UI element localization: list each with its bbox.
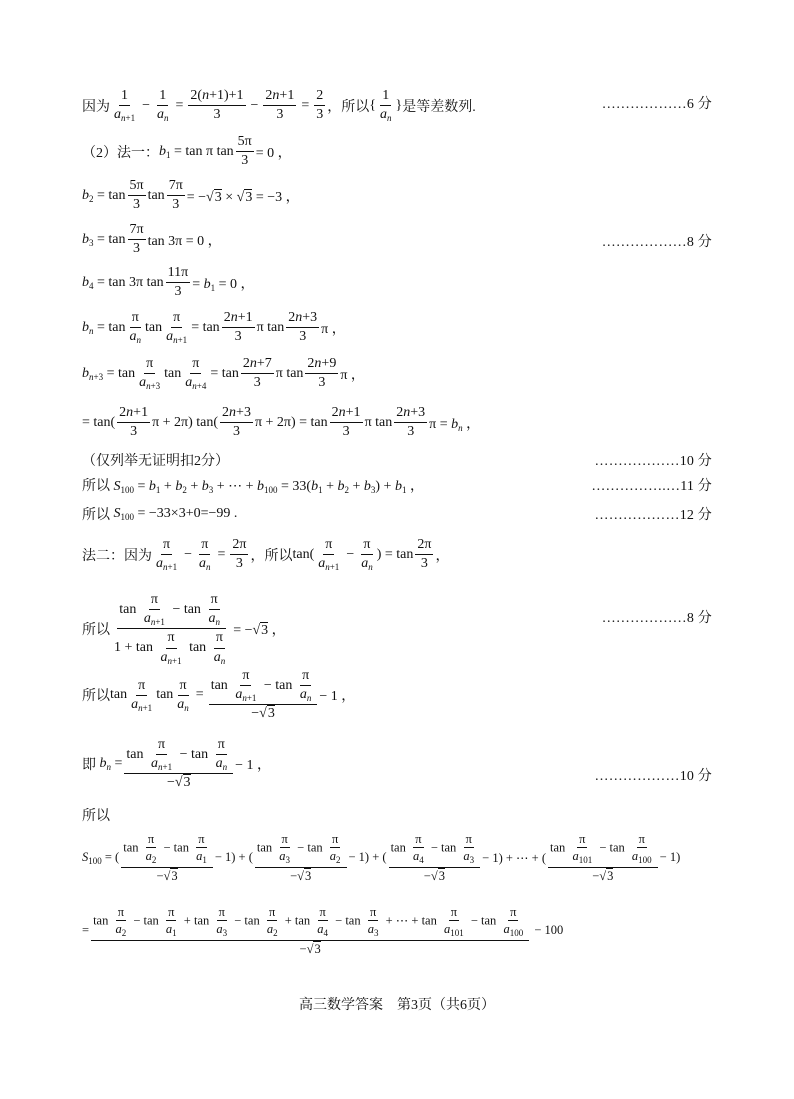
- line-b2: $b_2 = \tan$ $\frac{5\pi}{3}$ tan $\frac{7\pi}{3}$ = −√3 × √3 = −3 ，: [82, 178, 300, 213]
- score-mark: ………………10 分: [594, 454, 712, 469]
- fraction: tan $\frac{\pi}{a_4}$ − tan $\frac{\pi}{a_3}$ −√3: [389, 832, 481, 883]
- minus-100: − 100: [534, 923, 564, 938]
- fraction: $\frac{2n+1}{3}$: [119, 405, 149, 440]
- line-bn-expression: 即 $b_n$ = tan $\frac{\pi}{a_{n+1}}$ − tan $\frac{\pi}{a_n}$ −√3 − 1 ，: [82, 737, 271, 791]
- fraction: $\frac{\pi}{a_{n+1}}$: [131, 677, 153, 713]
- line-b1: （2）法一： $b_1 = \tan \pi$ tan $\frac{5\pi}{3}$ = 0 ，: [82, 134, 292, 169]
- line-s100-sum: 所以 $S_{100} = b_1 + b_2 + b_3$ + ⋯ + $b_{100} = 33(b_1 + b_2 + b_3) + b_1$ ，: [82, 479, 424, 495]
- score-mark: …………….…11 分: [591, 479, 712, 494]
- fraction: $\frac{\pi}{a_{n+3}}$: [139, 356, 161, 392]
- fraction: $\frac{2\pi}{3}$: [417, 537, 432, 572]
- line-b4: $b_4 = \tan 3\pi$ tan $\frac{11\pi}{3}$ = $b_1 = 0$ ，: [82, 265, 255, 300]
- line-s100-expansion: $S_{100}$ = ( tan $\frac{\pi}{a_2}$ − tan $\frac{\pi}{a_1}$ −√3 − 1) + ( tan $\frac{\pi}{a_3}$ − tan $\frac{\pi}{a_2}$ −√3 − 1) + ( tan $\frac{\pi}{a_4}$ − tan $\frac{\pi}{a_3}$ −√3 − 1) + ⋯ + ( tan $\frac{\pi}{a_{101}}$ − tan $\frac{\pi}{a_{100}}$ −√3 − 1): [82, 832, 681, 883]
- method2-label: 法二：因为: [82, 548, 152, 564]
- fraction: $\frac{1}{a_{n+1}}$: [114, 88, 136, 124]
- text-therefore: ，所以: [327, 99, 370, 115]
- fraction: $\frac{\pi}{a_{n+4}}$: [185, 356, 207, 392]
- fraction: $\frac{7\pi}{3}$: [129, 222, 144, 257]
- score-mark: ………………12 分: [594, 508, 712, 523]
- line-s100-value: 所以 $S_{100}$ = −33×3+0=−99 .: [82, 506, 238, 523]
- fraction: $\frac{2n+9}{3}$: [307, 356, 337, 391]
- fraction: tan $\frac{\pi}{a_3}$ − tan $\frac{\pi}{a_2}$ −√3: [255, 832, 347, 883]
- fraction: tan $\frac{\pi}{a_2}$ − tan $\frac{\pi}{a_1}$ + tan $\frac{\pi}{a_3}$ − tan $\frac{\pi}{a_2}$ + tan $\frac{\pi}{a_4}$ − tan $\frac{\pi}{a_3}$ + ⋯ + tan $\frac{\pi}{a_{101}}$ − tan $\frac{\pi}{a_{100}}$ −√3: [91, 905, 529, 956]
- fraction: $\frac{\pi}{a_{n+1}}$: [156, 537, 178, 573]
- part2-label: （2）法一：: [82, 145, 159, 161]
- score-mark: ………………8 分: [601, 235, 712, 250]
- score-mark: ………………10 分: [594, 769, 712, 784]
- line-so: 所以: [82, 809, 110, 824]
- fraction: tan $\frac{\pi}{a_2}$ − tan $\frac{\pi}{a_1}$ −√3: [121, 832, 213, 883]
- fraction: $\frac{1}{a_n}$: [379, 88, 392, 124]
- fraction: $\frac{2n+1}{3}$: [265, 88, 295, 123]
- fraction: $\frac{\pi}{a_n}$: [129, 310, 141, 346]
- line-bn: $b_n = \tan$ $\frac{\pi}{a_n}$ tan $\frac{\pi}{a_{n+1}}$ = tan $\frac{2n+1}{3}$ π tan $\frac{2n+3}{3}$ π ，: [82, 310, 346, 346]
- score-mark: ………………6 分: [601, 97, 712, 112]
- fraction: $\frac{5\pi}{3}$: [129, 178, 144, 213]
- fraction: $\frac{\pi}{a_n}$: [177, 677, 189, 713]
- deduction-note: （仅列举无证明扣2分）: [82, 454, 229, 469]
- score-mark: ………………8 分: [601, 611, 712, 626]
- fraction: $\frac{2n+3}{3}$: [288, 310, 318, 345]
- line-periodic: = tan( $\frac{2n+1}{3}$ π + 2π) tan( $\frac{2n+3}{3}$ π + 2π) = tan $\frac{2n+1}{3}$ π tan $\frac{2n+3}{3}$ $\pi = b_n$ ，: [82, 405, 481, 440]
- fraction: $\frac{2n+3}{3}$: [222, 405, 251, 440]
- line-final-expression: = tan $\frac{\pi}{a_2}$ − tan $\frac{\pi}{a_1}$ + tan $\frac{\pi}{a_3}$ − tan $\frac{\pi}{a_2}$ + tan $\frac{\pi}{a_4}$ − tan $\frac{\pi}{a_3}$ + ⋯ + tan $\frac{\pi}{a_{101}}$ − tan $\frac{\pi}{a_{100}}$ −√3 − 100: [82, 905, 564, 956]
- text-because: 因为: [82, 99, 110, 115]
- fraction: $\frac{1}{a_n}$: [156, 88, 169, 124]
- line-tan-difference: 所以 tan $\frac{\pi}{a_{n+1}}$ − tan $\frac{\pi}{a_n}$ 1 + tan $\frac{\pi}{a_{n+1}}$ tan $\frac{\pi}{a_n}$ = −√3 ，: [82, 592, 286, 666]
- fraction: $\frac{\pi}{a_{n+1}}$: [318, 537, 340, 573]
- fraction: $\frac{2}{3}$: [316, 88, 324, 123]
- line-arithmetic-sequence: 因为 $\frac{1}{a_{n+1}}$ − $\frac{1}{a_n}$ = $\frac{2(n+1)+1}{3}$ − $\frac{2n+1}{3}$ = $\frac{2}{3}$ ，所以 { $\frac{1}{a_n}$ } 是等差数列.: [82, 88, 476, 124]
- fraction: $\frac{5\pi}{3}$: [237, 134, 252, 169]
- text-is-arithmetic: 是等差数列.: [402, 99, 476, 115]
- fraction: $\frac{2n+7}{3}$: [242, 356, 272, 391]
- fraction: $\frac{7\pi}{3}$: [168, 178, 183, 213]
- fraction: $\frac{2(n+1)+1}{3}$: [190, 88, 244, 123]
- page-footer: 高三数学答案 第3页（共6页）: [299, 998, 495, 1013]
- fraction: $\frac{11\pi}{3}$: [167, 265, 189, 300]
- fraction: tan $\frac{\pi}{a_{n+1}}$ − tan $\frac{\pi}{a_n}$ −√3: [209, 668, 318, 723]
- line-b3: $b_3 = \tan$ $\frac{7\pi}{3}$ tan 3π = 0 ，: [82, 222, 222, 257]
- fraction: $\frac{2\pi}{3}$: [232, 537, 247, 572]
- fraction: $\frac{2n+1}{3}$: [331, 405, 361, 440]
- fraction: tan $\frac{\pi}{a_{n+1}}$ − tan $\frac{\pi}{a_n}$ 1 + tan $\frac{\pi}{a_{n+1}}$ tan $\frac{\pi}{a_n}$: [114, 592, 226, 666]
- fraction: $\frac{\pi}{a_n}$: [198, 537, 211, 573]
- fraction: tan $\frac{\pi}{a_{n+1}}$ − tan $\frac{\pi}{a_n}$ −√3: [124, 737, 233, 792]
- fraction: $\frac{2n+3}{3}$: [396, 405, 426, 440]
- fraction: $\frac{\pi}{a_n}$: [361, 537, 373, 573]
- fraction: tan $\frac{\pi}{a_{101}}$ − tan $\frac{\pi}{a_{100}}$ −√3: [548, 832, 658, 883]
- s100-result: −33×3+0=−99 .: [148, 506, 238, 521]
- line-tan-product: 所以 tan $\frac{\pi}{a_{n+1}}$ tan $\frac{\pi}{a_n}$ = tan $\frac{\pi}{a_{n+1}}$ − tan $\frac{\pi}{a_n}$ −√3 − 1 ，: [82, 668, 356, 722]
- fraction: $\frac{\pi}{a_{n+1}}$: [166, 310, 188, 346]
- fraction: $\frac{2n+1}{3}$: [223, 310, 253, 345]
- line-method2: 法二：因为 $\frac{\pi}{a_{n+1}}$ − $\frac{\pi}{a_n}$ = $\frac{2\pi}{3}$ ，所以 tan( $\frac{\pi}{a_{n+1}}$ − $\frac{\pi}{a_n}$ ) = tan $\frac{2\pi}{3}$ ，: [82, 537, 450, 573]
- line-bn3: $b_{n+3} = \tan$ $\frac{\pi}{a_{n+3}}$ tan $\frac{\pi}{a_{n+4}}$ = tan $\frac{2n+7}{3}$ π tan $\frac{2n+9}{3}$ π ，: [82, 356, 365, 392]
